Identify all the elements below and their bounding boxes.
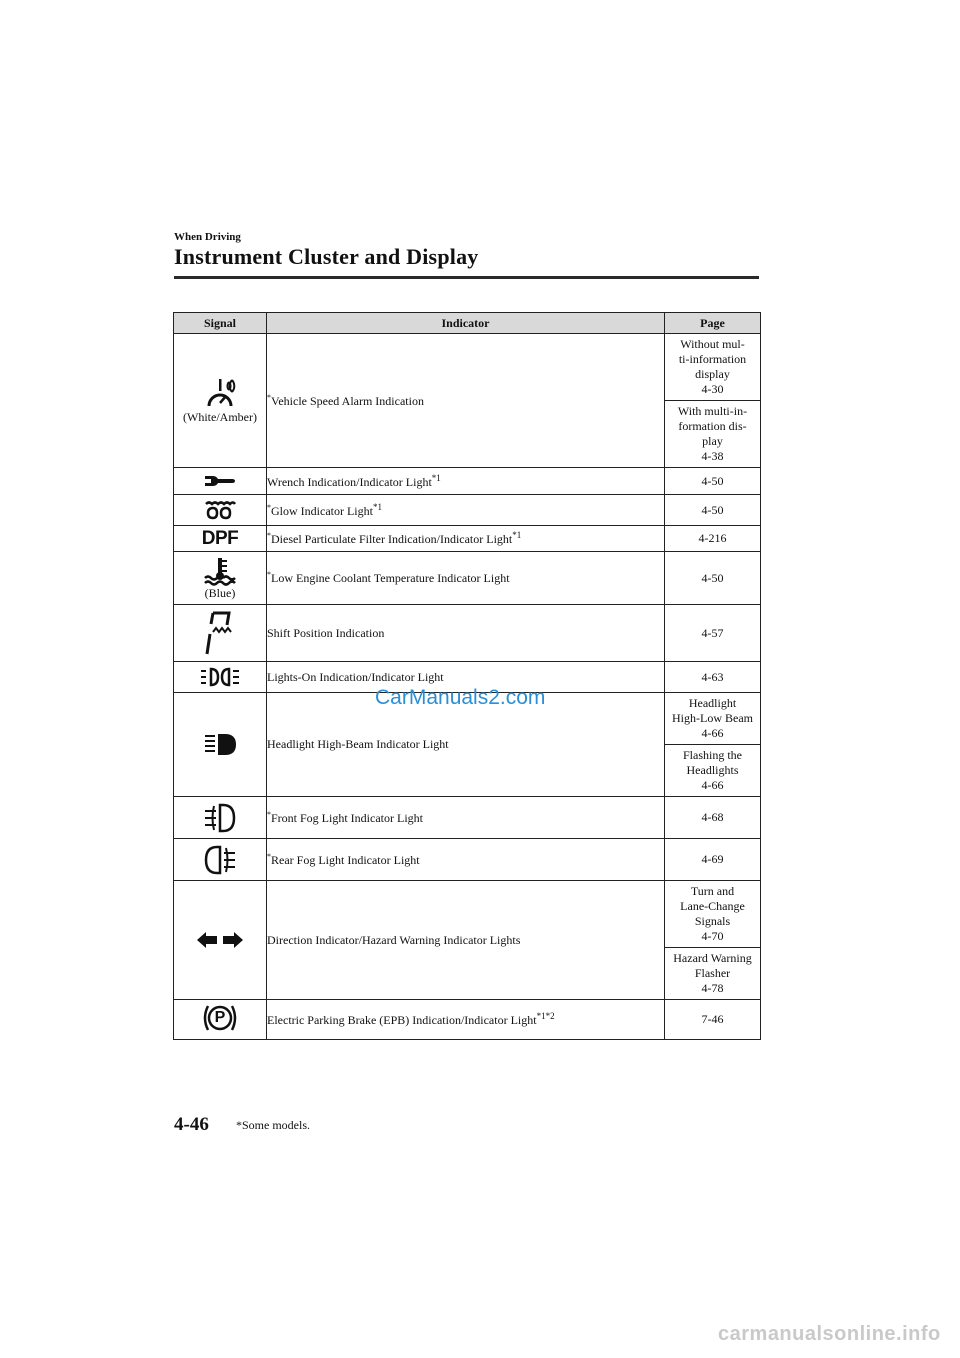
indicator-cell: *Low Engine Coolant Temperature Indicator Light	[267, 552, 665, 605]
indicator-cell	[267, 468, 665, 495]
signal-cell	[174, 797, 267, 839]
color-note: (Blue)	[204, 585, 236, 600]
turn-signal-arrows-icon	[174, 930, 266, 950]
page-reference: 4-50	[701, 473, 724, 488]
page-title: Instrument Cluster and Display	[174, 244, 479, 269]
page-cell	[665, 662, 761, 693]
page-cell	[665, 495, 761, 526]
page-cell	[665, 693, 761, 745]
indicator-cell: *Glow Indicator Light$^{*1}$	[267, 495, 665, 526]
front-fog-light-icon	[174, 802, 266, 834]
page-reference: With multi-in- formation dis- play 4-38	[677, 404, 748, 463]
footnote-mark: *1	[372, 501, 382, 512]
indicator-name: Wrench Indication/Indicator Light	[267, 474, 432, 489]
indicator-name: Rear Fog Light Indicator Light	[271, 852, 420, 867]
page-cell	[665, 797, 761, 839]
indicator-cell	[267, 1000, 665, 1040]
indicator-cell: *Vehicle Speed Alarm Indication	[267, 334, 665, 468]
footnote-mark: *1	[431, 472, 441, 483]
signal-cell	[174, 552, 267, 605]
page-reference: 4-57	[701, 625, 724, 640]
indicator-name: Direction Indicator/Hazard Warning Indicator Lights	[267, 932, 521, 947]
footnote-mark: *1*2	[536, 1011, 555, 1021]
page-cell	[665, 881, 761, 948]
wrench-icon	[174, 473, 266, 489]
coolant-temperature-icon	[174, 556, 266, 586]
page-reference: Without mul- ti-information display 4-30	[678, 337, 747, 396]
indicator-name: Vehicle Speed Alarm Indication	[271, 393, 424, 408]
table-row	[174, 605, 761, 662]
section-label: When Driving	[174, 231, 241, 243]
shift-position-icon	[174, 610, 266, 656]
page-reference: Turn and Lane-Change Signals 4-70	[680, 884, 745, 943]
footer-site-watermark: carmanualsonline.info	[718, 1323, 941, 1345]
indicator-name: Front Fog Light Indicator Light	[271, 810, 423, 825]
page-cell	[665, 526, 761, 552]
page-reference: Flashing the Headlights 4-66	[683, 748, 742, 792]
column-header-page: Page	[665, 313, 761, 334]
indicator-name: Shift Position Indication	[267, 625, 385, 640]
signal-cell	[174, 526, 267, 552]
signal-cell	[174, 839, 267, 881]
page-reference: Headlight High-Low Beam 4-66	[672, 696, 753, 740]
signal-cell	[174, 662, 267, 693]
table-row	[174, 495, 761, 526]
indicator-cell: *Front Fog Light Indicator Light	[267, 797, 665, 839]
rear-fog-light-icon	[174, 844, 266, 876]
page-cell	[665, 401, 761, 468]
page-cell	[665, 334, 761, 401]
page-cell	[665, 1000, 761, 1040]
page-cell	[665, 948, 761, 1000]
page-cell	[665, 605, 761, 662]
lights-on-icon	[174, 666, 266, 688]
page-reference: 4-68	[701, 810, 724, 824]
page-cell	[665, 552, 761, 605]
signal-cell	[174, 1000, 267, 1040]
page-number: 4-46	[174, 1114, 209, 1135]
glow-plug-icon	[174, 499, 266, 521]
indicator-cell	[267, 605, 665, 662]
parking-brake-letter: P	[214, 1008, 226, 1026]
footnote-mark: *1	[512, 530, 522, 540]
table-row	[174, 1000, 761, 1040]
table-header-row	[174, 313, 761, 334]
page-reference: 7-46	[701, 1012, 724, 1026]
signal-cell	[174, 605, 267, 662]
table-row	[174, 881, 761, 948]
indicator-name: Low Engine Coolant Temperature Indicator Light	[271, 571, 510, 585]
table-row	[174, 797, 761, 839]
page-reference: 4-50	[701, 570, 724, 585]
page-cell	[665, 745, 761, 797]
indicator-name: Headlight High-Beam Indicator Light	[267, 737, 449, 751]
indicator-cell	[267, 881, 665, 1000]
signal-cell	[174, 693, 267, 797]
signal-cell	[174, 468, 267, 495]
page-reference: 4-50	[701, 502, 724, 517]
indicator-cell: *Diesel Particulate Filter Indication/Indicator Light$^{*1}$	[267, 526, 665, 552]
table-row	[174, 334, 761, 401]
table-row	[174, 526, 761, 552]
indicator-cell: *Rear Fog Light Indicator Light	[267, 839, 665, 881]
indicator-name: Diesel Particulate Filter Indication/Indicator Light	[271, 532, 513, 546]
indicator-table	[173, 312, 761, 1040]
table-row	[174, 468, 761, 495]
page-reference: 4-216	[698, 531, 727, 545]
page-cell	[665, 839, 761, 881]
color-note: (White/Amber)	[183, 410, 257, 424]
signal-cell	[174, 495, 267, 526]
title-divider	[174, 276, 759, 279]
indicator-name: Lights-On Indication/Indicator Light	[267, 669, 444, 684]
page-reference: Hazard Warning Flasher 4-78	[673, 951, 752, 995]
parking-brake-icon	[199, 1002, 241, 1034]
column-header-indicator: Indicator	[267, 313, 665, 334]
high-beam-icon	[174, 733, 266, 757]
vehicle-speed-alarm-icon	[174, 376, 266, 410]
indicator-name: Glow Indicator Light	[271, 503, 373, 518]
watermark-text: CarManuals2.com	[375, 686, 546, 709]
page-cell	[665, 468, 761, 495]
footnote: *Some models.	[236, 1118, 310, 1132]
page-reference: 4-63	[701, 669, 724, 684]
signal-cell	[174, 881, 267, 1000]
signal-cell	[174, 334, 267, 468]
page-reference: 4-69	[701, 852, 724, 866]
indicator-name: Electric Parking Brake (EPB) Indication/Indicator Light	[267, 1013, 537, 1027]
table-row	[174, 839, 761, 881]
column-header-signal: Signal	[174, 313, 267, 334]
dpf-icon: DPF	[201, 527, 239, 549]
table-row	[174, 552, 761, 605]
